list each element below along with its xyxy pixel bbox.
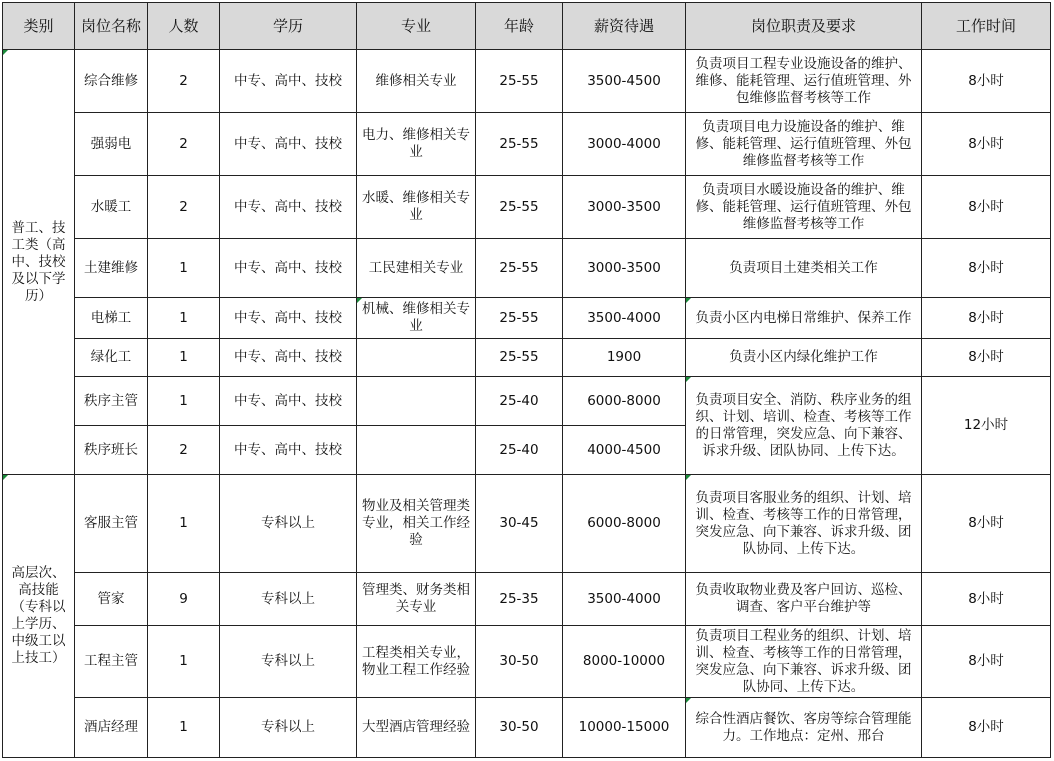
hours-cell: 8小时 — [922, 698, 1051, 758]
position-cell: 秩序班长 — [75, 426, 148, 475]
header-education: 学历 — [220, 3, 357, 50]
table-row — [3, 573, 1051, 626]
salary-cell: 3500-4000 — [563, 573, 686, 626]
hours-cell: 8小时 — [922, 50, 1051, 113]
table-row — [3, 113, 1051, 176]
position-cell: 强弱电 — [75, 113, 148, 176]
age-cell: 25-55 — [476, 176, 563, 239]
major-cell — [357, 339, 476, 377]
table-row — [3, 176, 1051, 239]
category-cell: 高层次、高技能（专科以上学历、中级工以上技工） — [3, 475, 75, 758]
table-row — [3, 626, 1051, 698]
age-cell: 30-50 — [476, 698, 563, 758]
hours-cell: 8小时 — [922, 339, 1051, 377]
major-cell: 大型酒店管理经验 — [357, 698, 476, 758]
header-count: 人数 — [148, 3, 220, 50]
major-cell: 管理类、财务类相关专业 — [357, 573, 476, 626]
table-row — [3, 239, 1051, 298]
count-cell: 1 — [148, 698, 220, 758]
duty-cell: 负责项目水暖设施设备的维护、维修、能耗管理、运行值班管理、外包维修监督考核等工作 — [686, 176, 922, 239]
education-cell: 中专、高中、技校 — [220, 176, 357, 239]
education-cell: 中专、高中、技校 — [220, 298, 357, 339]
duty-cell: 负责项目工程专业设施设备的维护、维修、能耗管理、运行值班管理、外包维修监督考核等工作 — [686, 50, 922, 113]
hours-cell: 8小时 — [922, 626, 1051, 698]
education-cell: 专科以上 — [220, 475, 357, 573]
header-age: 年龄 — [476, 3, 563, 50]
table-row — [3, 475, 1051, 573]
table-row — [3, 377, 1051, 426]
major-cell: 物业及相关管理类专业，相关工作经验 — [357, 475, 476, 573]
education-cell: 中专、高中、技校 — [220, 50, 357, 113]
major-cell: 电力、维修相关专业 — [357, 113, 476, 176]
position-cell: 客服主管 — [75, 475, 148, 573]
duty-cell: 综合性酒店餐饮、客房等综合管理能力。工作地点：定州、邢台 — [686, 698, 922, 758]
duty-cell: 负责项目安全、消防、秩序业务的组织、计划、培训、检查、考核等工作的日常管理，突发应急、向下兼容、诉求升级、团队协同、上传下达。 — [686, 377, 922, 475]
major-cell: 工民建相关专业 — [357, 239, 476, 298]
salary-cell: 10000-15000 — [563, 698, 686, 758]
duty-cell: 负责项目工程业务的组织、计划、培训、检查、考核等工作的日常管理，突发应急、向下兼容、诉求升级、团队协同、上传下达。 — [686, 626, 922, 698]
education-cell: 中专、高中、技校 — [220, 426, 357, 475]
position-cell: 土建维修 — [75, 239, 148, 298]
age-cell: 25-40 — [476, 377, 563, 426]
count-cell: 9 — [148, 573, 220, 626]
position-cell: 电梯工 — [75, 298, 148, 339]
salary-cell: 4000-4500 — [563, 426, 686, 475]
header-hours: 工作时间 — [922, 3, 1051, 50]
salary-cell: 3000-3500 — [563, 239, 686, 298]
hours-cell: 8小时 — [922, 573, 1051, 626]
count-cell: 1 — [148, 239, 220, 298]
education-cell: 中专、高中、技校 — [220, 377, 357, 426]
count-cell: 2 — [148, 426, 220, 475]
position-cell: 绿化工 — [75, 339, 148, 377]
count-cell: 2 — [148, 113, 220, 176]
hours-cell: 12小时 — [922, 377, 1051, 475]
major-cell: 水暖、维修相关专业 — [357, 176, 476, 239]
duty-cell: 负责小区内电梯日常维护、保养工作 — [686, 298, 922, 339]
position-cell: 工程主管 — [75, 626, 148, 698]
age-cell: 25-55 — [476, 339, 563, 377]
salary-cell: 3500-4000 — [563, 298, 686, 339]
age-cell: 25-35 — [476, 573, 563, 626]
age-cell: 30-50 — [476, 626, 563, 698]
duty-cell: 负责收取物业费及客户回访、巡检、调查、客户平台维护等 — [686, 573, 922, 626]
position-cell: 酒店经理 — [75, 698, 148, 758]
age-cell: 25-55 — [476, 113, 563, 176]
count-cell: 1 — [148, 475, 220, 573]
position-cell: 管家 — [75, 573, 148, 626]
salary-cell: 6000-8000 — [563, 377, 686, 426]
duty-cell: 负责项目电力设施设备的维护、维修、能耗管理、运行值班管理、外包维修监督考核等工作 — [686, 113, 922, 176]
salary-cell: 8000-10000 — [563, 626, 686, 698]
header-duty: 岗位职责及要求 — [686, 3, 922, 50]
major-cell: 工程类相关专业，物业工程工作经验 — [357, 626, 476, 698]
table-row — [3, 339, 1051, 377]
table-row — [3, 298, 1051, 339]
header-salary: 薪资待遇 — [563, 3, 686, 50]
major-cell: 维修相关专业 — [357, 50, 476, 113]
header-row — [3, 3, 1051, 50]
education-cell: 专科以上 — [220, 626, 357, 698]
header-position: 岗位名称 — [75, 3, 148, 50]
education-cell: 中专、高中、技校 — [220, 239, 357, 298]
duty-cell: 负责小区内绿化维护工作 — [686, 339, 922, 377]
hours-cell: 8小时 — [922, 475, 1051, 573]
hours-cell: 8小时 — [922, 176, 1051, 239]
major-cell — [357, 426, 476, 475]
education-cell: 专科以上 — [220, 698, 357, 758]
salary-cell: 3500-4500 — [563, 50, 686, 113]
count-cell: 2 — [148, 176, 220, 239]
count-cell: 1 — [148, 339, 220, 377]
header-category: 类别 — [3, 3, 75, 50]
education-cell: 专科以上 — [220, 573, 357, 626]
age-cell: 25-40 — [476, 426, 563, 475]
salary-cell: 3000-4000 — [563, 113, 686, 176]
hours-cell: 8小时 — [922, 239, 1051, 298]
job-table — [2, 2, 1051, 758]
header-major: 专业 — [357, 3, 476, 50]
education-cell: 中专、高中、技校 — [220, 339, 357, 377]
age-cell: 25-55 — [476, 298, 563, 339]
count-cell: 2 — [148, 50, 220, 113]
age-cell: 25-55 — [476, 239, 563, 298]
major-cell — [357, 377, 476, 426]
age-cell: 30-45 — [476, 475, 563, 573]
table-row — [3, 698, 1051, 758]
education-cell: 中专、高中、技校 — [220, 113, 357, 176]
hours-cell: 8小时 — [922, 113, 1051, 176]
category-cell: 普工、技工类（高中、技校及以下学历） — [3, 50, 75, 475]
salary-cell: 3000-3500 — [563, 176, 686, 239]
salary-cell: 6000-8000 — [563, 475, 686, 573]
count-cell: 1 — [148, 377, 220, 426]
salary-cell: 1900 — [563, 339, 686, 377]
count-cell: 1 — [148, 298, 220, 339]
duty-cell: 负责项目土建类相关工作 — [686, 239, 922, 298]
age-cell: 25-55 — [476, 50, 563, 113]
position-cell: 秩序主管 — [75, 377, 148, 426]
count-cell: 1 — [148, 626, 220, 698]
table-row — [3, 50, 1051, 113]
position-cell: 综合维修 — [75, 50, 148, 113]
position-cell: 水暖工 — [75, 176, 148, 239]
duty-cell: 负责项目客服业务的组织、计划、培训、检查、考核等工作的日常管理，突发应急、向下兼容、诉求升级、团队协同、上传下达。 — [686, 475, 922, 573]
major-cell: 机械、维修相关专业 — [357, 298, 476, 339]
hours-cell: 8小时 — [922, 298, 1051, 339]
